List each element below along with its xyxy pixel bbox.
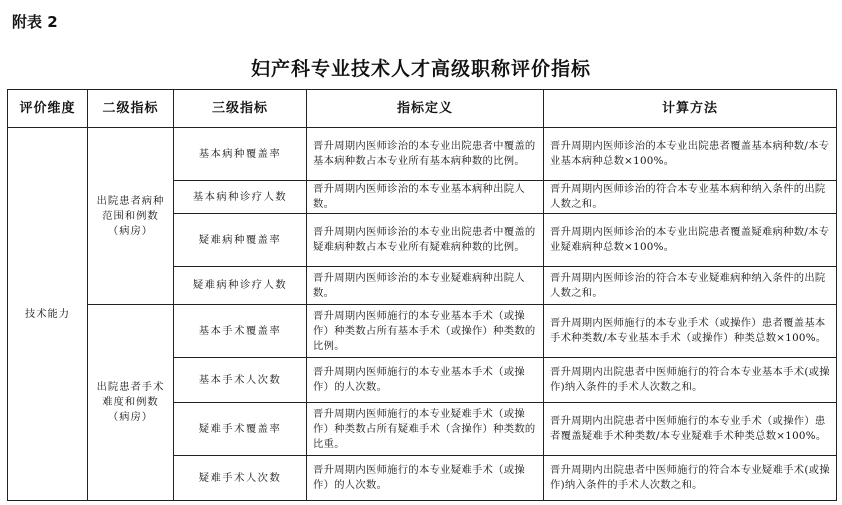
column-header: 指标定义 [307, 90, 544, 128]
definition-cell: 晋升周期内医师诊治的本专业疑难病种出院人数。 [307, 267, 544, 305]
secondary-indicator-cell: 出院患者手术难度和例数（病房） [88, 305, 174, 501]
method-cell: 晋升周期内出院患者中医师施行的符合本专业基本手术(或操作)纳入条件的手术人次数之和。 [544, 358, 837, 403]
dimension-cell: 技术能力 [8, 128, 88, 501]
definition-cell: 晋升周期内医师诊治的本专业出院患者中覆盖的基本病种数占本专业所有基本病种数的比例。 [307, 128, 544, 181]
column-header: 三级指标 [174, 90, 307, 128]
table-header-row [8, 90, 837, 128]
definition-cell: 晋升周期内医师诊治的本专业基本病种出院人数。 [307, 181, 544, 214]
table-row [8, 128, 837, 181]
definition-cell: 晋升周期内医师施行的本专业基本手术（或操作）种类数占所有基本手术（或操作）种类数的比例。 [307, 305, 544, 358]
column-header: 评价维度 [8, 90, 88, 128]
secondary-indicator-cell: 出院患者病种范围和例数（病房） [88, 128, 174, 305]
method-cell: 晋升周期内医师诊治的符合本专业基本病种纳入条件的出院人数之和。 [544, 181, 837, 214]
definition-cell: 晋升周期内医师施行的本专业疑难手术（或操作）的人次数。 [307, 456, 544, 501]
tertiary-indicator-cell: 疑难病种诊疗人数 [174, 267, 307, 305]
method-cell: 晋升周期内出院患者中医师施行的本专业手术（或操作）患者覆盖疑难手术种类数/本专业疑难手术种类总数×100%。 [544, 403, 837, 456]
tertiary-indicator-cell: 基本手术覆盖率 [174, 305, 307, 358]
tertiary-indicator-cell: 基本手术人次数 [174, 358, 307, 403]
method-cell: 晋升周期内医师诊治的本专业出院患者覆盖基本病种数/本专业基本病种总数×100%。 [544, 128, 837, 181]
column-header: 二级指标 [88, 90, 174, 128]
evaluation-table [7, 89, 837, 501]
definition-cell: 晋升周期内医师施行的本专业基本手术（或操作）的人次数。 [307, 358, 544, 403]
method-cell: 晋升周期内医师施行的本专业手术（或操作）患者覆盖基本手术种类数/本专业基本手术（或操作）种类总数×100%。 [544, 305, 837, 358]
tertiary-indicator-cell: 疑难病种覆盖率 [174, 214, 307, 267]
table-row [8, 305, 837, 358]
method-cell: 晋升周期内出院患者中医师施行的符合本专业疑难手术(或操作)纳入条件的手术人次数之和。 [544, 456, 837, 501]
appendix-label: 附表 2 [12, 13, 58, 31]
tertiary-indicator-cell: 疑难手术人次数 [174, 456, 307, 501]
page-title: 妇产科专业技术人才高级职称评价指标 [250, 58, 591, 80]
tertiary-indicator-cell: 基本病种覆盖率 [174, 128, 307, 181]
tertiary-indicator-cell: 疑难手术覆盖率 [174, 403, 307, 456]
method-cell: 晋升周期内医师诊治的符合本专业疑难病种纳入条件的出院人数之和。 [544, 267, 837, 305]
definition-cell: 晋升周期内医师施行的本专业疑难手术（或操作）种类数占所有疑难手术（含操作）种类数的比重。 [307, 403, 544, 456]
column-header: 计算方法 [544, 90, 837, 128]
tertiary-indicator-cell: 基本病种诊疗人数 [174, 181, 307, 214]
method-cell: 晋升周期内医师诊治的本专业出院患者覆盖疑难病种数/本专业疑难病种总数×100%。 [544, 214, 837, 267]
definition-cell: 晋升周期内医师诊治的本专业出院患者中覆盖的疑难病种数占本专业所有疑难病种数的比例。 [307, 214, 544, 267]
